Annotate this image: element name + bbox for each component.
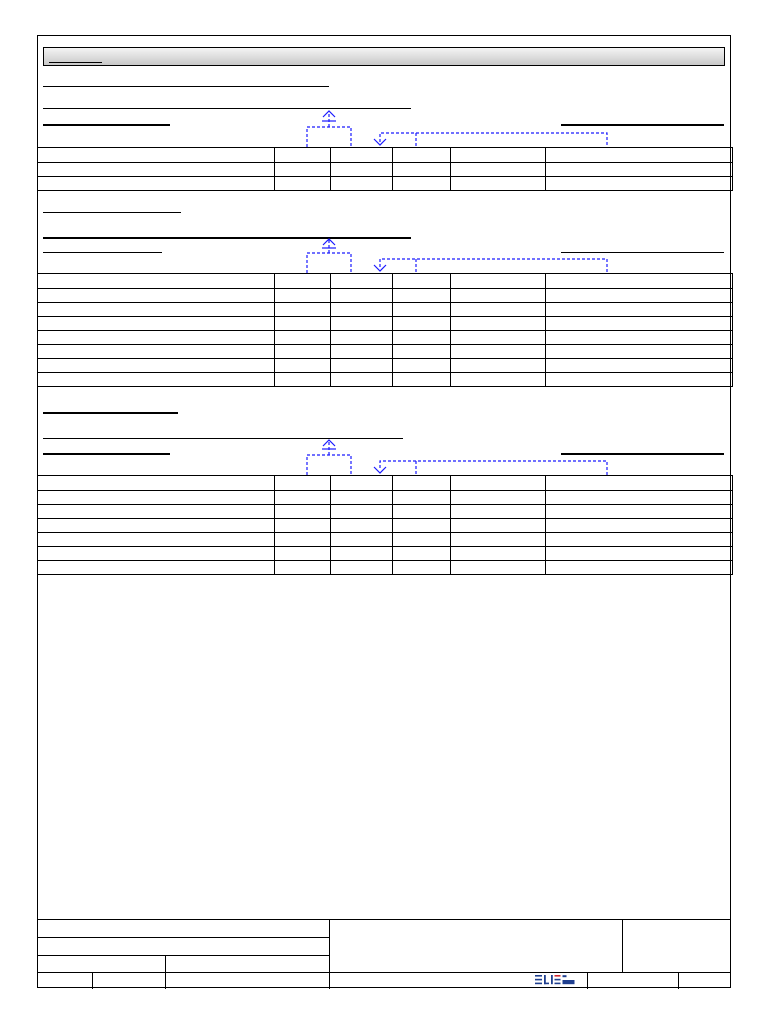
table-row <box>38 345 733 359</box>
table-cell <box>393 331 451 345</box>
table-row <box>38 533 733 547</box>
table-cell <box>38 491 275 505</box>
section-2-heading-line <box>43 212 181 213</box>
table-cell <box>331 148 393 163</box>
table-cell <box>38 289 275 303</box>
table-cell <box>331 274 393 289</box>
title-block-left-col-2 <box>92 972 93 989</box>
table-cell <box>393 476 451 491</box>
table-cell <box>275 317 331 331</box>
table-cell <box>451 373 546 387</box>
table-cell <box>275 274 331 289</box>
table-cell <box>38 533 275 547</box>
table-cell <box>275 373 331 387</box>
section-3-heading-line <box>43 412 178 414</box>
table-cell <box>393 345 451 359</box>
table-cell <box>546 345 733 359</box>
table-cell <box>38 303 275 317</box>
table-cell <box>331 561 393 575</box>
table-row <box>38 359 733 373</box>
table-cell <box>275 561 331 575</box>
table-cell <box>546 331 733 345</box>
table-cell <box>38 148 275 163</box>
table-cell <box>275 547 331 561</box>
table-cell <box>451 148 546 163</box>
section-1-table <box>37 147 733 191</box>
table-cell <box>275 476 331 491</box>
table-cell <box>393 303 451 317</box>
table-cell <box>451 163 546 177</box>
elite-2023-logo <box>535 974 585 986</box>
title-block-bottom-row <box>38 972 731 973</box>
table-cell <box>38 345 275 359</box>
title-block-bottom-col-2 <box>678 972 679 989</box>
table-cell <box>38 317 275 331</box>
table-cell <box>331 519 393 533</box>
table-cell <box>38 519 275 533</box>
table-cell <box>38 547 275 561</box>
table-cell <box>38 505 275 519</box>
table-cell <box>331 476 393 491</box>
table-row <box>38 476 733 491</box>
title-block-right-divider <box>622 920 623 972</box>
table-cell <box>546 519 733 533</box>
table-cell <box>393 505 451 519</box>
table-cell <box>393 289 451 303</box>
table-cell <box>331 345 393 359</box>
table-cell <box>331 163 393 177</box>
table-cell <box>451 289 546 303</box>
table-cell <box>393 317 451 331</box>
table-cell <box>546 533 733 547</box>
table-cell <box>393 547 451 561</box>
table-cell <box>275 303 331 317</box>
table-cell <box>331 317 393 331</box>
table-cell <box>546 547 733 561</box>
table-row <box>38 317 733 331</box>
title-block-left-row-1 <box>38 937 329 938</box>
table-cell <box>451 505 546 519</box>
title-block-left-row-2 <box>38 955 329 956</box>
table-cell <box>331 547 393 561</box>
table-cell <box>393 519 451 533</box>
title-block-vertical-divider <box>329 920 330 989</box>
table-cell <box>38 561 275 575</box>
title-underline <box>49 62 102 63</box>
table-cell <box>451 274 546 289</box>
table-cell <box>451 476 546 491</box>
title-block-bottom-col-1 <box>587 972 588 989</box>
table-cell <box>546 561 733 575</box>
table-cell <box>451 533 546 547</box>
section-1-dashed-connector-icon <box>300 108 620 150</box>
table-cell <box>393 373 451 387</box>
table-row <box>38 491 733 505</box>
section-3-table <box>37 475 733 575</box>
section-3-dashed-connector-icon <box>300 437 620 479</box>
table-cell <box>275 345 331 359</box>
table-cell <box>331 533 393 547</box>
table-cell <box>331 331 393 345</box>
table-cell <box>38 373 275 387</box>
table-cell <box>546 491 733 505</box>
table-cell <box>275 359 331 373</box>
table-cell <box>451 519 546 533</box>
table-cell <box>546 317 733 331</box>
table-cell <box>38 274 275 289</box>
table-cell <box>275 491 331 505</box>
table-cell <box>451 303 546 317</box>
table-row <box>38 561 733 575</box>
table-cell <box>546 289 733 303</box>
title-block-left-col-1 <box>165 955 166 989</box>
table-cell <box>451 331 546 345</box>
table-row <box>38 505 733 519</box>
table-cell <box>38 163 275 177</box>
table-row <box>38 547 733 561</box>
section-2-label-left-line <box>43 252 162 253</box>
table-cell <box>393 561 451 575</box>
table-cell <box>546 476 733 491</box>
table-cell <box>451 491 546 505</box>
table-cell <box>331 303 393 317</box>
table-cell <box>451 345 546 359</box>
table-cell <box>331 505 393 519</box>
table-cell <box>546 359 733 373</box>
table-row <box>38 148 733 163</box>
section-1-heading-line <box>43 86 329 87</box>
table-cell <box>393 491 451 505</box>
table-cell <box>393 359 451 373</box>
table-row <box>38 163 733 177</box>
table-cell <box>331 177 393 191</box>
section-3-label-left-line <box>43 453 170 455</box>
table-cell <box>451 317 546 331</box>
table-cell <box>331 491 393 505</box>
table-cell <box>331 373 393 387</box>
table-cell <box>451 561 546 575</box>
table-row <box>38 289 733 303</box>
document-title-bar <box>43 47 725 66</box>
table-row <box>38 303 733 317</box>
table-cell <box>451 177 546 191</box>
table-cell <box>275 533 331 547</box>
table-cell <box>451 547 546 561</box>
table-cell <box>331 359 393 373</box>
table-cell <box>451 359 546 373</box>
table-cell <box>275 505 331 519</box>
table-cell <box>393 177 451 191</box>
table-cell <box>393 274 451 289</box>
table-cell <box>275 289 331 303</box>
table-cell <box>38 359 275 373</box>
table-cell <box>275 163 331 177</box>
table-cell <box>546 505 733 519</box>
section-2-table <box>37 273 733 387</box>
table-cell <box>275 148 331 163</box>
table-cell <box>275 331 331 345</box>
table-cell <box>546 177 733 191</box>
table-cell <box>38 331 275 345</box>
table-cell <box>546 303 733 317</box>
section-1-label-left-line <box>43 124 170 126</box>
table-cell <box>275 177 331 191</box>
table-row <box>38 519 733 533</box>
table-cell <box>38 177 275 191</box>
table-cell <box>393 148 451 163</box>
table-row <box>38 274 733 289</box>
table-cell <box>393 163 451 177</box>
table-cell <box>546 373 733 387</box>
table-row <box>38 331 733 345</box>
table-cell <box>546 163 733 177</box>
table-cell <box>546 274 733 289</box>
table-cell <box>546 148 733 163</box>
table-cell <box>331 289 393 303</box>
table-cell <box>393 533 451 547</box>
table-row <box>38 373 733 387</box>
table-cell <box>275 519 331 533</box>
title-block <box>37 919 731 988</box>
section-2-dashed-connector-icon <box>300 236 620 278</box>
table-row <box>38 177 733 191</box>
table-cell <box>38 476 275 491</box>
